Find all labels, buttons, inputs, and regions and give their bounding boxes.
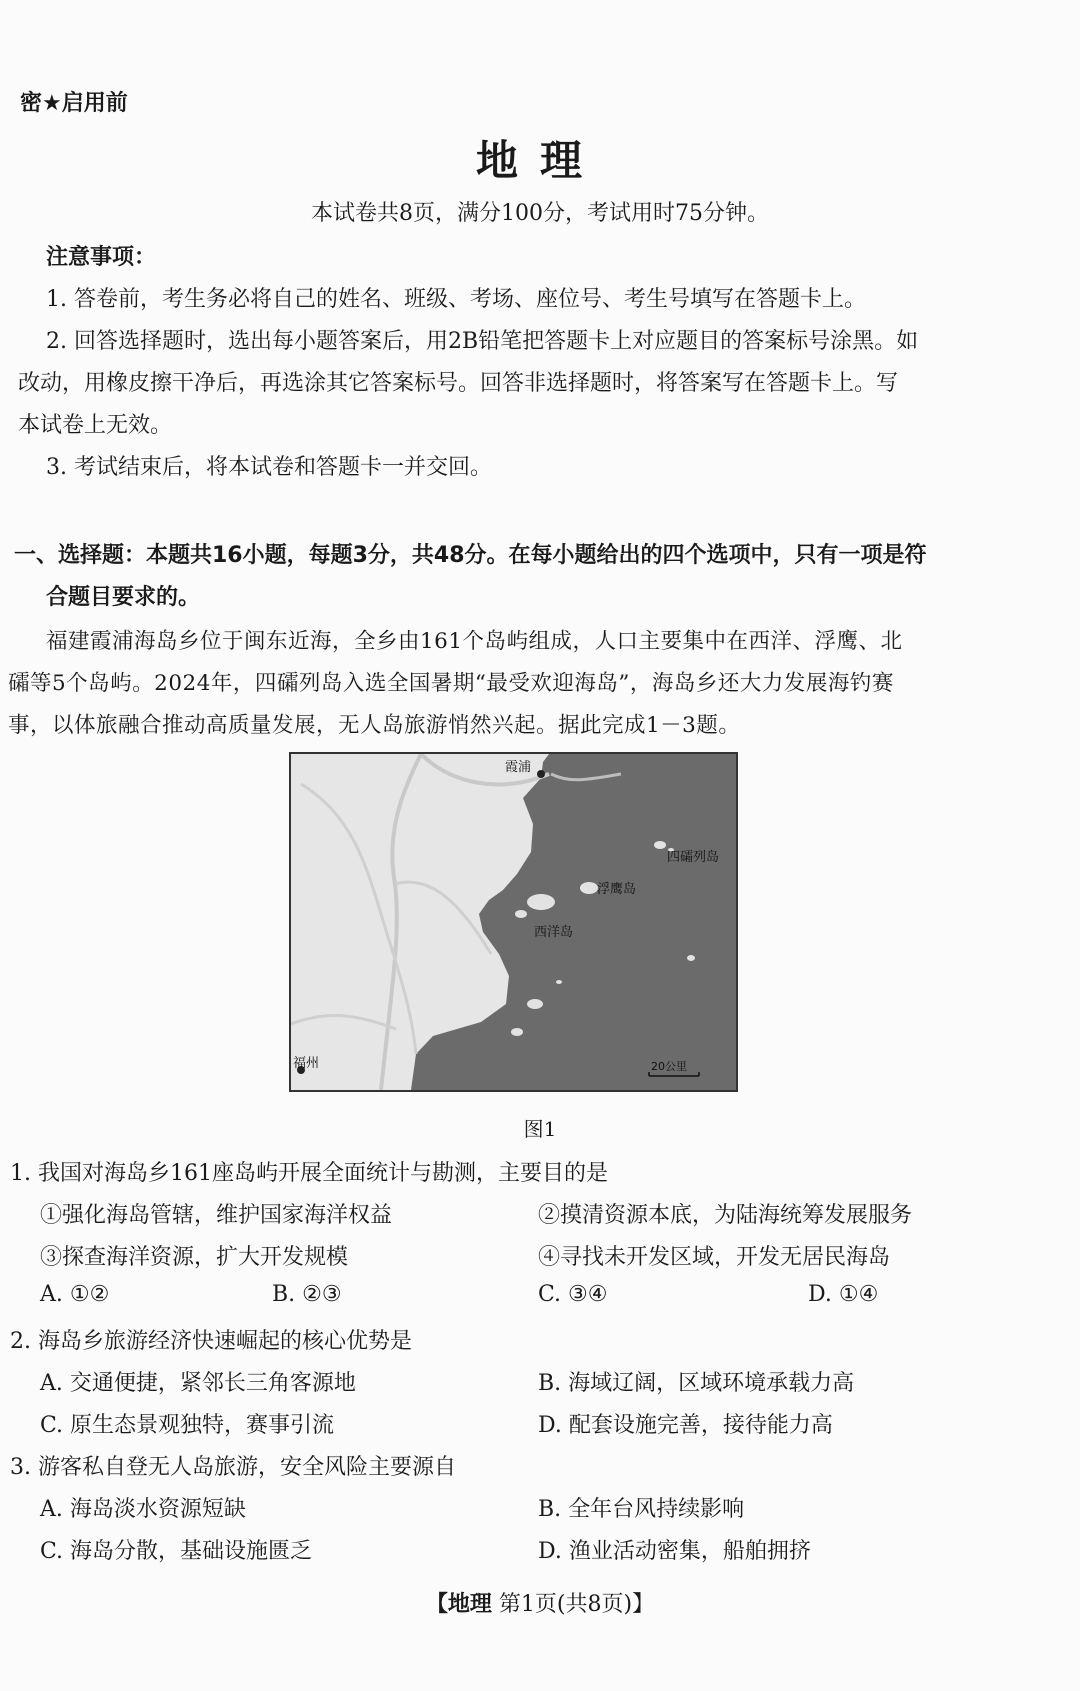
question-stem: 3. 游客私自登无人岛旅游，安全风险主要源自: [10, 1455, 456, 1480]
label-scale: 20公里: [651, 1060, 687, 1073]
option: D. 配套设施完善，接待能力高: [538, 1413, 833, 1438]
exam-info: 本试卷共8页，满分100分，考试用时75分钟。: [311, 201, 769, 226]
figure-map: [289, 752, 738, 1092]
statement: ④寻找未开发区域，开发无居民海岛: [538, 1245, 891, 1270]
option: C. ③④: [538, 1282, 608, 1307]
figure-caption: 图1: [523, 1117, 557, 1141]
option: C. 原生态景观独特，赛事引流: [40, 1413, 335, 1438]
label-xiapu: 霞浦: [505, 760, 532, 775]
label-fuzhou: 福州: [293, 1056, 320, 1071]
statement: ②摸清资源本底，为陆海统筹发展服务: [538, 1203, 913, 1228]
question-stem: 1. 我国对海岛乡161座岛屿开展全面统计与勘测，主要目的是: [10, 1161, 608, 1186]
map-graphic: [291, 754, 736, 1090]
page-footer: [0, 1587, 1080, 1618]
note-line: 改动，用橡皮擦干净后，再选涂其它答案标号。回答非选择题时，将答案写在答题卡上。写: [18, 371, 899, 396]
label-xiyang: 西洋岛: [534, 925, 574, 940]
statement: ③探查海洋资源，扩大开发规模: [40, 1245, 349, 1270]
footer-subject: 【地理: [425, 1592, 492, 1617]
footer-page: 第1页(共8页)】: [498, 1592, 655, 1617]
section-heading: 合题目要求的。: [46, 585, 201, 610]
note-line: 2. 回答选择题时，选出每小题答案后，用2B铅笔把答题卡上对应题目的答案标号涂黑。如: [46, 329, 919, 354]
passage-line: 事，以体旅融合推动高质量发展，无人岛旅游悄然兴起。据此完成1－3题。: [8, 713, 741, 738]
option: B. 全年台风持续影响: [538, 1497, 745, 1522]
notes-heading: 注意事项：: [46, 245, 157, 270]
section-heading: 一、选择题：本题共16小题，每题3分，共48分。在每小题给出的四个选项中，只有一项是符: [14, 543, 927, 568]
option: D. 渔业活动密集，船舶拥挤: [538, 1539, 811, 1564]
passage-line: 福建霞浦海岛乡位于闽东近海，全乡由161个岛屿组成，人口主要集中在西洋、浮鹰、北: [46, 629, 903, 654]
label-fuying: 浮鹰岛: [597, 882, 637, 897]
option: D. ①④: [808, 1282, 879, 1307]
statement: ①强化海岛管辖，维护国家海洋权益: [40, 1203, 393, 1228]
passage-line: 礵等5个岛屿。2024年，四礵列岛入选全国暑期“最受欢迎海岛”，海岛乡还大力发展海钓赛: [8, 671, 894, 696]
note-line: 1. 答卷前，考生务必将自己的姓名、班级、考场、座位号、考生号填写在答题卡上。: [46, 287, 866, 312]
option: B. 海域辽阔，区域环境承载力高: [538, 1371, 855, 1396]
confidential-mark: 密★启用前: [20, 91, 128, 116]
question-stem: 2. 海岛乡旅游经济快速崛起的核心优势是: [10, 1329, 412, 1354]
option: C. 海岛分散，基础设施匮乏: [40, 1539, 313, 1564]
page-title: 地理: [475, 136, 604, 185]
option: A. 海岛淡水资源短缺: [40, 1497, 246, 1522]
option: B. ②③: [272, 1282, 342, 1307]
note-line: 本试卷上无效。: [18, 413, 173, 438]
label-sishuang: 四礵列岛: [667, 850, 720, 865]
note-line: 3. 考试结束后，将本试卷和答题卡一并交回。: [46, 455, 492, 480]
option: A. 交通便捷，紧邻长三角客源地: [40, 1371, 356, 1396]
option: A. ①②: [40, 1282, 110, 1307]
